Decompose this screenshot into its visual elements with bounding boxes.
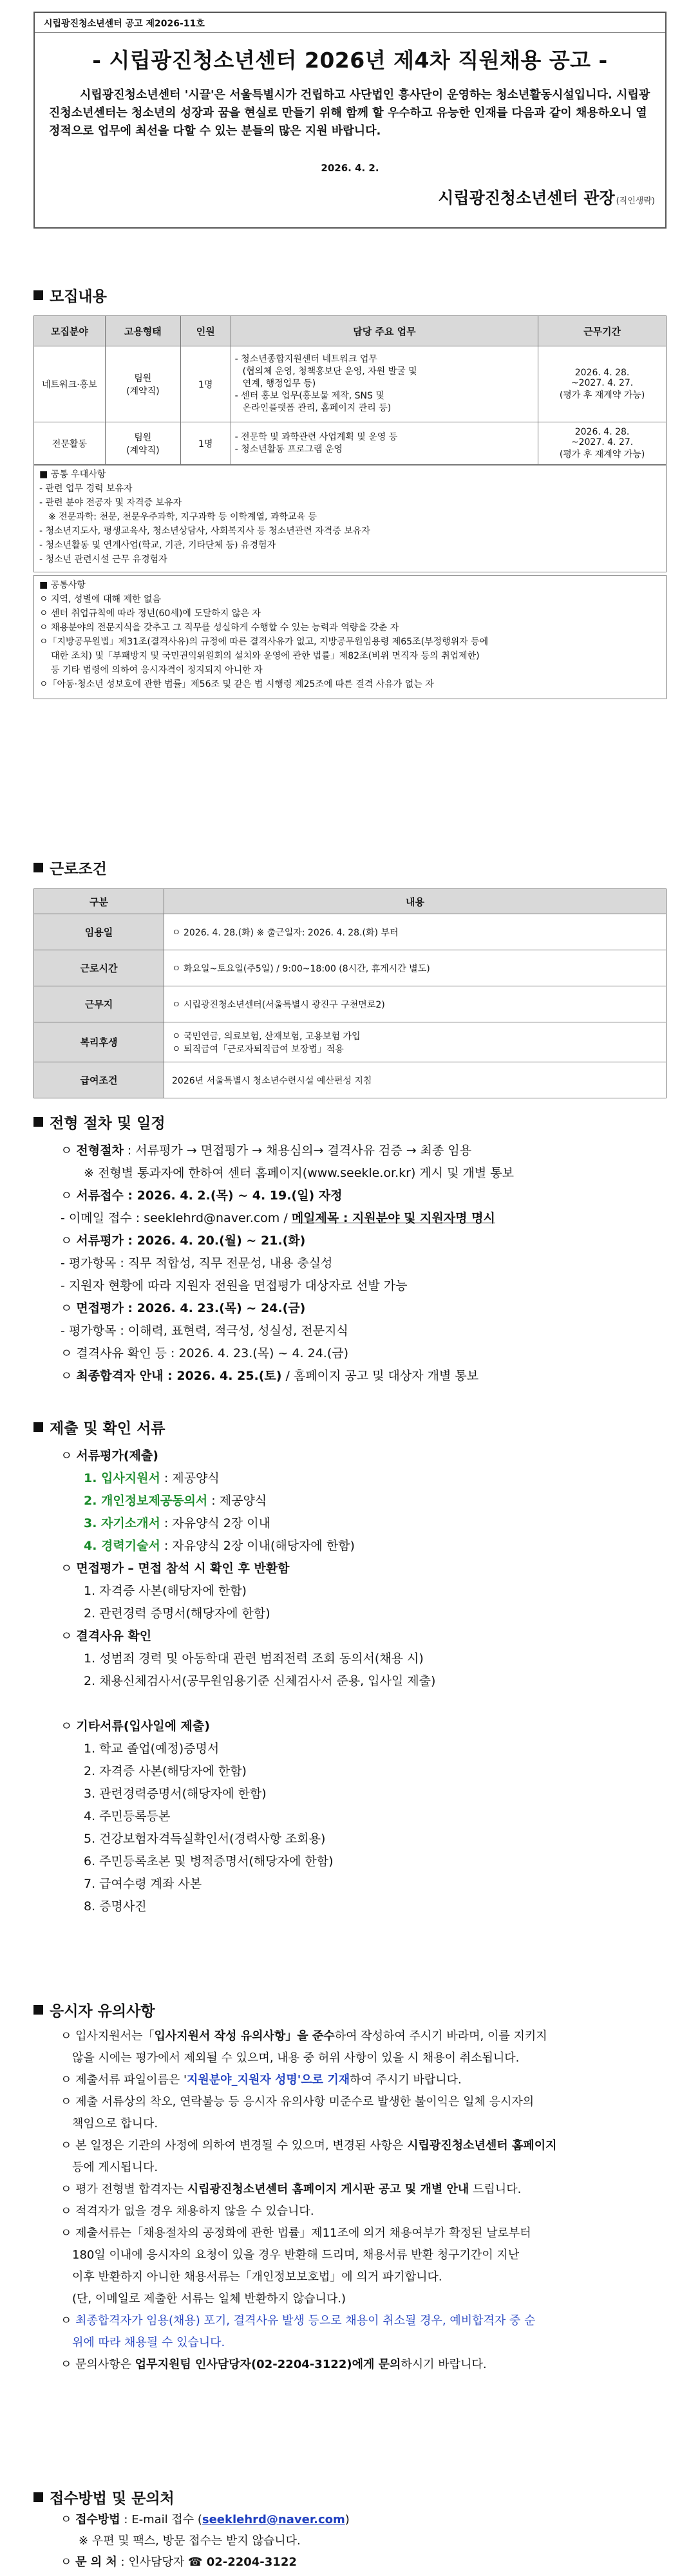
type-note: (계약직) bbox=[126, 386, 160, 397]
section-title: 제출 및 확인 서류 bbox=[50, 1420, 166, 1437]
seal-note: (직인생략) bbox=[616, 196, 655, 206]
contact-block bbox=[39, 2509, 676, 2573]
note-item: ㅇ 최종합격자가 임용(채용) 포기, 결격사유 발생 등으로 채용이 취소될 경우, 예비합격자 중 순 bbox=[61, 2314, 536, 2327]
text: 결격사유 확인 등 : 2026. 4. 23.(목) ~ 4. 24.(금) bbox=[76, 1346, 349, 1360]
text: 제출 서류상의 착오, 연락불능 등 응시자 유의사항 미준수로 발생한 불이익은 일체 응시자의 bbox=[75, 2095, 534, 2109]
note-item: ㅇ 제출 서류상의 착오, 연락불능 등 응시자 유의사항 미준수로 발생한 불이익은 일체 응시자의 bbox=[61, 2095, 534, 2109]
label: 최종합격자 안내 bbox=[76, 1369, 164, 1383]
type-label: 팀원 bbox=[134, 373, 152, 384]
label: 결격사유 확인 bbox=[76, 1629, 152, 1643]
table-row bbox=[34, 1022, 667, 1062]
cell-key: 복리후생 bbox=[34, 1022, 164, 1062]
doc-name: 1. 입사지원서 bbox=[84, 1471, 160, 1485]
section-title: 전형 절차 및 일정 bbox=[50, 1115, 166, 1132]
intro-text: 시립광진청소년센터 '시끌'은 서울특별시가 건립하고 사단법인 흥사단이 운영하는 청소년활동시설입니다. 시립광진청소년센터는 청소년의 성장과 꿈을 현실로 만들기 위해 함께 할 우수하고 유능한 인재를 다음과 같이 채용하오니 열정적으로 업무에 최선을 다할 수 있는 분들의 많은 지원 바랍니다. bbox=[49, 88, 650, 138]
text: 하여 작성하여 주시기 바라며, 이를 지키지 bbox=[334, 2029, 547, 2043]
duty-line: 연계, 행정업무 등) bbox=[242, 379, 316, 389]
note-item: ㅇ 제출서류 파일이름은 '지원분야_지원자 성명'으로 기재하여 주시기 바랍니다. bbox=[61, 2073, 462, 2087]
section-title: 접수방법 및 문의처 bbox=[50, 2490, 175, 2507]
list-item: 2. 관련경력 증명서(해당자에 한함) bbox=[84, 1606, 270, 1621]
label: 서류평가(제출) bbox=[76, 1449, 158, 1463]
label: 접수방법 bbox=[75, 2513, 120, 2526]
doc-name: 4. 경력기술서 bbox=[84, 1539, 160, 1553]
list-item: ㅇ「아동·청소년 성보호에 관한 법률」제56조 및 같은 법 시행령 제25조에 따른 결격 사유가 없는 자 bbox=[39, 679, 434, 690]
page-title: - 시립광진청소년센터 2026년 제4차 직원채용 공고 - bbox=[92, 48, 608, 73]
note-item: ㅇ 문의사항은 업무지원팀 인사담당자(02-2204-3122)에게 문의하시기 바랍니다. bbox=[61, 2358, 487, 2371]
phone-number: ☎ 02-2204-3122 bbox=[188, 2555, 297, 2569]
list-item: ※ 전문과학: 천문, 천문우주과학, 지구과학 등 이학계열, 과학교육 등 bbox=[48, 512, 317, 522]
note-item: 책임으로 합니다. bbox=[72, 2117, 158, 2130]
list-item: - 관련 업무 경력 보유자 bbox=[39, 484, 133, 494]
duty-line: (협의체 운영, 청책홍보단 운영, 자원 발굴 및 bbox=[242, 366, 417, 377]
preference-box bbox=[33, 464, 667, 572]
final-date: : 2026. 4. 25.(토) bbox=[163, 1369, 282, 1383]
list-item: ㅇ 채용분야의 전문지식을 갖추고 그 직무를 성실하게 수행할 수 있는 능력과 역량을 갖춘 자 bbox=[39, 623, 399, 633]
doc-form: : 제공양식 bbox=[207, 1494, 267, 1508]
square-bullet-icon bbox=[33, 2492, 43, 2502]
process-block bbox=[39, 1140, 676, 1387]
section-conditions-heading bbox=[33, 857, 107, 878]
benefit-line: ㅇ 국민연금, 의료보험, 산재보험, 고용보험 가입 bbox=[172, 1031, 361, 1042]
doc-group: ㅇ 결격사유 확인 bbox=[61, 1629, 152, 1643]
text: 평가 전형별 합격자는 bbox=[75, 2183, 187, 2196]
list-item: 2. 채용신체검사서(공무원임용기준 신체검사서 준용, 입사일 제출) bbox=[84, 1674, 436, 1688]
conditions-table bbox=[33, 888, 667, 1098]
col-field: 모집분야 bbox=[34, 316, 106, 346]
period-line: (평가 후 재계약 가능) bbox=[559, 449, 645, 460]
list-item: - 청소년지도사, 평생교육사, 청소년상담사, 사회복지사 등 청소년관련 자격증 보유자 bbox=[39, 526, 370, 536]
process-line: ㅇ 최종합격자 안내 : 2026. 4. 25.(토) / 홈페이지 공고 및 대상자 개별 통보 bbox=[61, 1369, 479, 1383]
signer-name: 시립광진청소년센터 관장 bbox=[438, 189, 615, 207]
cell-period bbox=[538, 346, 667, 422]
list-item: - 청소년활동 및 연계사업(학교, 기관, 기타단체 등) 유경험자 bbox=[39, 540, 276, 550]
table-header-row bbox=[34, 316, 667, 346]
process-line: ※ 전형별 통과자에 한하여 센터 홈페이지(www.seekle.or.kr) 게시 및 개별 통보 bbox=[84, 1166, 514, 1180]
text: : E-mail 접수 ( bbox=[120, 2513, 202, 2526]
type-label: 팀원 bbox=[134, 433, 152, 443]
list-item: - 청소년 관련시설 근무 유경험자 bbox=[39, 554, 167, 565]
list-item: - 관련 분야 전공자 및 자격증 보유자 bbox=[39, 498, 182, 508]
spacer bbox=[39, 1693, 676, 1715]
documents-block bbox=[39, 1445, 676, 1918]
cell-field: 전문활동 bbox=[34, 422, 106, 465]
common-box bbox=[33, 575, 667, 699]
label: 기타서류(입사일에 제출) bbox=[76, 1719, 210, 1733]
list-item: ■ 공통 우대사항 bbox=[39, 469, 106, 480]
text: 문의사항은 bbox=[75, 2358, 135, 2371]
process-line: ㅇ 전형절차 : 서류평가 → 면접평가 → 채용심의→ 결격사유 검증 → 최종 임용 bbox=[61, 1143, 472, 1158]
list-item: 1. 학교 졸업(예정)증명서 bbox=[84, 1742, 220, 1756]
cell-key: 근로시간 bbox=[34, 950, 164, 986]
process-line: ㅇ 서류평가 : 2026. 4. 20.(월) ~ 21.(화) bbox=[61, 1234, 306, 1248]
label: 면접평가 : 2026. 4. 23.(목) ~ 24.(금) bbox=[76, 1301, 306, 1315]
cell-value: ㅇ 2026. 4. 28.(화) ※ 출근일자: 2026. 4. 28.(화) 부터 bbox=[164, 914, 667, 950]
note-item: 이후 반환하지 아니한 채용서류는「개인정보보호법」에 의거 파기합니다. bbox=[72, 2270, 442, 2284]
col-period: 근무기간 bbox=[538, 316, 667, 346]
square-bullet-icon bbox=[33, 2005, 43, 2015]
section-recruit-heading bbox=[33, 285, 107, 306]
section-notes-heading bbox=[33, 1999, 155, 2020]
table-row bbox=[34, 986, 667, 1022]
doc-form: : 자유양식 2장 이내(해당자에 한함) bbox=[160, 1539, 355, 1553]
list-item: ㅇ「지방공무원법」제31조(결격사유)의 규정에 따른 결격사유가 없고, 지방공무원임용령 제65조(부정행위자 등에 bbox=[39, 637, 489, 647]
signer bbox=[438, 185, 655, 209]
period-line: 2026. 4. 28. bbox=[574, 427, 630, 437]
col-key: 구분 bbox=[34, 889, 164, 914]
duty-line: - 청소년활동 프로그램 운영 bbox=[234, 444, 343, 455]
section-title: 응시자 유의사항 bbox=[50, 2003, 155, 2020]
duty-line: - 청소년종합지원센터 네트워크 업무 bbox=[234, 354, 377, 364]
text: 제출서류 파일이름은 ' bbox=[75, 2073, 187, 2087]
note-item: ㅇ 입사지원서는「입사지원서 작성 유의사항」을 준수하여 작성하여 주시기 바라며, 이를 지키지 bbox=[61, 2029, 547, 2043]
cell-field: 네트워크·홍보 bbox=[34, 346, 106, 422]
text: 하여 주시기 바랍니다. bbox=[350, 2073, 462, 2087]
square-bullet-icon bbox=[33, 1117, 43, 1127]
label: 면접평가 – 면접 참석 시 확인 후 반환함 bbox=[76, 1561, 290, 1575]
doc-group: ㅇ 서류평가(제출) bbox=[61, 1449, 158, 1463]
process-line: ㅇ 결격사유 확인 등 : 2026. 4. 23.(목) ~ 4. 24.(금) bbox=[61, 1346, 349, 1360]
table-row bbox=[34, 1062, 667, 1098]
email-link[interactable]: seeklehrd@naver.com bbox=[202, 2513, 345, 2526]
period-line: (평가 후 재계약 가능) bbox=[559, 390, 645, 400]
process-line: ㅇ 서류접수 : 2026. 4. 2.(목) ~ 4. 19.(일) 자정 bbox=[61, 1189, 343, 1203]
cell-duties bbox=[231, 346, 538, 422]
col-type: 고용형태 bbox=[105, 316, 180, 346]
text: 본 일정은 기관의 사정에 의하여 변경될 수 있으며, 변경된 사항은 bbox=[75, 2139, 408, 2152]
list-item: 대한 조치) 및「부패방지 및 국민권익위원회의 설치와 운영에 관한 법률」제82조(비위 면직자 등의 취업제한) bbox=[51, 651, 480, 661]
text: / 홈페이지 공고 및 대상자 개별 통보 bbox=[281, 1369, 479, 1383]
col-duties: 담당 주요 업무 bbox=[231, 316, 538, 346]
text: ) bbox=[345, 2513, 350, 2526]
benefit-line: ㅇ 퇴직급여「근로자퇴직급여 보장법」적용 bbox=[172, 1044, 344, 1055]
note-item: ㅇ 적격자가 없을 경우 채용하지 않을 수 있습니다. bbox=[61, 2205, 314, 2218]
text: 입사지원서는「 bbox=[75, 2029, 155, 2043]
mail-subject-rule: 메일제목 : 지원분야 및 지원자명 명시 bbox=[291, 1211, 495, 1225]
label: 전형절차 bbox=[76, 1143, 124, 1158]
cell-key: 근무지 bbox=[34, 986, 164, 1022]
section-documents-heading bbox=[33, 1416, 166, 1438]
list-item: 등 기타 법령에 의하여 응시자격이 정지되지 아니한 자 bbox=[51, 665, 263, 675]
cell-count: 1명 bbox=[180, 346, 231, 422]
notes-block bbox=[39, 2026, 676, 2376]
text: 적격자가 없을 경우 채용하지 않을 수 있습니다. bbox=[75, 2205, 314, 2218]
table-row bbox=[34, 950, 667, 986]
section-contact-heading bbox=[33, 2487, 175, 2508]
cell-period bbox=[538, 422, 667, 465]
contact-line: ㅇ 접수방법 : E-mail 접수 (seeklehrd@naver.com) bbox=[61, 2513, 350, 2526]
col-value: 내용 bbox=[164, 889, 667, 914]
doc-form: : 제공양식 bbox=[160, 1471, 220, 1485]
emphasis: 시립광진청소년센터 홈페이지 게시판 공고 및 개별 안내 bbox=[187, 2183, 469, 2196]
note-item: (단, 이메일로 제출한 서류는 일체 반환하지 않습니다.) bbox=[72, 2292, 346, 2306]
section-title: 근로조건 bbox=[50, 861, 107, 878]
period-line: 2026. 4. 28. bbox=[574, 367, 630, 378]
doc-group: ㅇ 기타서류(입사일에 제출) bbox=[61, 1719, 210, 1733]
list-item bbox=[39, 1535, 676, 1557]
list-item: 3. 관련경력증명서(해당자에 한함) bbox=[84, 1787, 267, 1801]
cell-count: 1명 bbox=[180, 422, 231, 465]
list-item: 1. 성범죄 경력 및 아동학대 관련 범죄전력 조회 동의서(채용 시) bbox=[84, 1651, 424, 1666]
square-bullet-icon bbox=[33, 1422, 43, 1432]
note-item: ㅇ 제출서류는「채용절차의 공정화에 관한 법률」제11조에 의거 채용여부가 확정된 날로부터 bbox=[61, 2226, 531, 2240]
cell-value: 2026년 서울특별시 청소년수련시설 예산편성 지침 bbox=[164, 1062, 667, 1098]
doc-group: ㅇ 면접평가 – 면접 참석 시 확인 후 반환함 bbox=[61, 1561, 290, 1575]
label: 서류접수 : 2026. 4. 2.(목) ~ 4. 19.(일) 자정 bbox=[76, 1189, 343, 1203]
text: 하시기 바랍니다. bbox=[401, 2358, 487, 2371]
list-item: 2. 자격증 사본(해당자에 한함) bbox=[84, 1764, 247, 1778]
label: 문 의 처 bbox=[75, 2555, 117, 2569]
note-item: ㅇ 본 일정은 기관의 사정에 의하여 변경될 수 있으며, 변경된 사항은 시립광진청소년센터 홈페이지 bbox=[61, 2139, 557, 2152]
list-item: 4. 주민등록등본 bbox=[84, 1809, 171, 1823]
cell-duties bbox=[231, 422, 538, 465]
note-item: 않을 시에는 평가에서 제외될 수 있으며, 내용 중 허위 사항이 있을 시 채용이 취소됩니다. bbox=[72, 2051, 520, 2065]
square-bullet-icon bbox=[33, 863, 43, 872]
duty-line: - 센터 홍보 업무(홍보물 제작, SNS 및 bbox=[234, 391, 384, 401]
emphasis: 지원분야_지원자 성명'으로 기재 bbox=[187, 2073, 350, 2087]
note-item: 위에 따라 채용될 수 있습니다. bbox=[72, 2336, 225, 2349]
list-item bbox=[39, 1490, 676, 1512]
emphasis: 시립광진청소년센터 홈페이지 bbox=[407, 2139, 557, 2152]
cell-key: 임용일 bbox=[34, 914, 164, 950]
emphasis: 업무지원팀 인사담당자(02-2204-3122)에게 문의 bbox=[135, 2358, 401, 2371]
text: 제출서류는「채용절차의 공정화에 관한 법률」제11조에 의거 채용여부가 확정된 날로부터 bbox=[75, 2226, 531, 2240]
process-line: - 평가항목 : 이해력, 표현력, 적극성, 성실성, 전문지식 bbox=[61, 1324, 348, 1338]
text: - 이메일 접수 : seeklehrd@naver.com / bbox=[61, 1211, 292, 1225]
duty-line: - 전문학 및 과학관련 사업계획 및 운영 등 bbox=[234, 432, 398, 442]
cell-value: ㅇ 시립광진청소년센터(서울특별시 광진구 구천면로2) bbox=[164, 986, 667, 1022]
doc-name: 3. 자기소개서 bbox=[84, 1516, 160, 1530]
list-item: 6. 주민등록초본 및 병적증명서(해당자에 한함) bbox=[84, 1854, 334, 1868]
text: 드립니다. bbox=[469, 2183, 522, 2196]
list-item: 8. 증명사진 bbox=[84, 1899, 147, 1913]
header-divider bbox=[35, 32, 665, 33]
label: 서류평가 : 2026. 4. 20.(월) ~ 21.(화) bbox=[76, 1234, 306, 1248]
list-item bbox=[39, 1467, 676, 1490]
note-item: ㅇ 평가 전형별 합격자는 시립광진청소년센터 홈페이지 게시판 공고 및 개별 안내 드립니다. bbox=[61, 2183, 522, 2196]
recruit-table bbox=[33, 315, 667, 465]
duty-line: 온라인플랫폼 관리, 홈페이지 관리 등) bbox=[242, 403, 392, 413]
table-row bbox=[34, 422, 667, 465]
process-line: - 지원자 현황에 따라 지원자 전원을 면접평가 대상자로 선발 가능 bbox=[61, 1279, 408, 1293]
list-item: 1. 자격증 사본(해당자에 한함) bbox=[84, 1584, 247, 1598]
note-item: 등에 게시됩니다. bbox=[72, 2161, 158, 2174]
doc-name: 2. 개인정보제공동의서 bbox=[84, 1494, 208, 1508]
period-line: ~2027. 4. 27. bbox=[571, 377, 634, 388]
list-item bbox=[39, 1512, 676, 1535]
emphasis: 입사지원서 작성 유의사항」을 준수 bbox=[154, 2029, 335, 2043]
section-process-heading bbox=[33, 1111, 166, 1133]
cell-value: ㅇ 화요일~토요일(주5일) / 9:00~18:00 (8시간, 휴게시간 별도) bbox=[164, 950, 667, 986]
table-header-row bbox=[34, 889, 667, 914]
contact-line: ㅇ 문 의 처 : 인사담당자 ☎ 02-2204-3122 bbox=[61, 2555, 297, 2569]
text: 최종합격자가 임용(채용) 포기, 결격사유 발생 등으로 채용이 취소될 경우, 예비합격자 중 순 bbox=[75, 2314, 536, 2327]
process-line: - 평가항목 : 직무 적합성, 직무 전문성, 내용 충실성 bbox=[61, 1256, 333, 1270]
list-item: 7. 급여수령 계좌 사본 bbox=[84, 1877, 202, 1891]
period-line: ~2027. 4. 27. bbox=[571, 437, 634, 447]
col-count: 인원 bbox=[180, 316, 231, 346]
type-note: (계약직) bbox=[126, 446, 160, 456]
table-row bbox=[34, 346, 667, 422]
table-row bbox=[34, 914, 667, 950]
text: : 인사담당자 bbox=[117, 2555, 188, 2569]
announcement-date: 2026. 4. 2. bbox=[321, 162, 379, 174]
text: : 서류평가 → 면접평가 → 채용심의→ 결격사유 검증 → 최종 임용 bbox=[123, 1143, 472, 1158]
list-item: ㅇ 지역, 성별에 대해 제한 없음 bbox=[39, 594, 161, 605]
list-item: ㅇ 센터 취업규칙에 따라 정년(60세)에 도달하지 않은 자 bbox=[39, 608, 261, 619]
square-bullet-icon bbox=[33, 290, 43, 300]
cell-type bbox=[105, 346, 180, 422]
cell-type bbox=[105, 422, 180, 465]
process-line bbox=[39, 1207, 676, 1230]
list-item: 5. 건강보험자격득실확인서(경력사항 조회용) bbox=[84, 1832, 326, 1846]
process-line: ㅇ 면접평가 : 2026. 4. 23.(목) ~ 24.(금) bbox=[61, 1301, 306, 1315]
contact-line: ※ 우편 및 팩스, 방문 접수는 받지 않습니다. bbox=[79, 2534, 301, 2548]
note-item: 180일 이내에 응시자의 요청이 있을 경우 반환해 드리며, 채용서류 반환 청구기간이 지난 bbox=[72, 2248, 520, 2262]
doc-form: : 자유양식 2장 이내 bbox=[160, 1516, 270, 1530]
section-title: 모집내용 bbox=[50, 288, 107, 305]
announcement-header bbox=[33, 12, 667, 229]
doc-number: 시립광진청소년센터 공고 제2026-11호 bbox=[44, 19, 205, 29]
cell-value bbox=[164, 1022, 667, 1062]
list-item: ■ 공통사항 bbox=[39, 580, 86, 590]
cell-key: 급여조건 bbox=[34, 1062, 164, 1098]
